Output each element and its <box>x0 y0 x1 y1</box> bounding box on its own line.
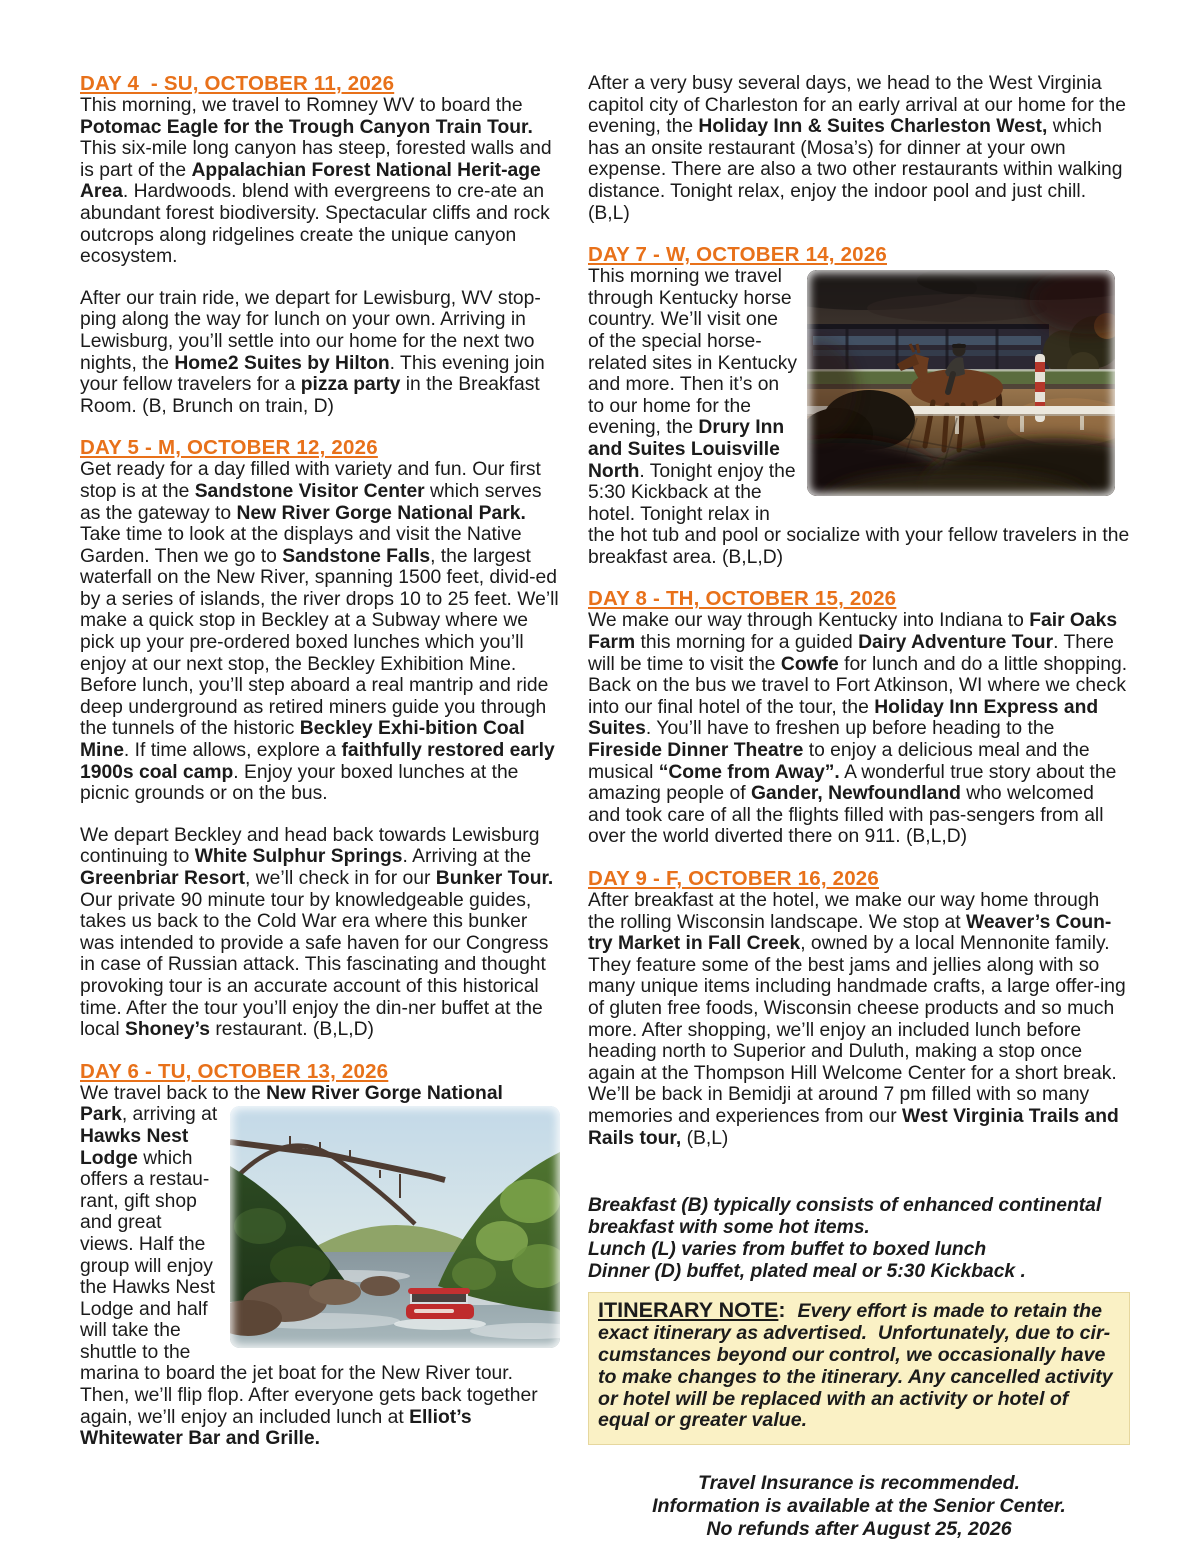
footer-note <box>588 1472 1130 1541</box>
text-run: Get ready for a day filled with variety and fun. Our first stop is at the <box>80 459 541 502</box>
day8-paragraph <box>588 610 1130 848</box>
day7-section <box>588 244 1130 568</box>
text-run: which has an onsite restaurant (Mosa’s) for dinner at your own expense. There are also a two other restaurants within walking distance. Tonight relax, enjoy the indoor pool and just chill. (B,L) <box>588 116 1123 224</box>
text-run: Dairy Adventure Tour <box>858 632 1054 654</box>
itinerary-note-separator: : <box>778 1298 798 1323</box>
text-run: A wonderful true story about the amazing people of <box>588 761 1117 805</box>
day9-heading: DAY 9 - F, OCTOBER 16, 2026 <box>588 867 880 890</box>
text-run: Take time to look at the displays and visit the Native Garden. Then we go to <box>80 524 522 567</box>
text-run: pizza party <box>300 374 401 396</box>
text-run: Greenbriar Resort <box>80 868 246 889</box>
text-run: Fair Oaks Farm <box>588 610 1118 654</box>
itinerary-note-label: ITINERARY NOTE <box>598 1298 779 1323</box>
itinerary-note-text: Every effort is made to retain the exact itinerary as advertised. Unfortunately, due to cir-cumstances beyond our control, we occasionally have to make changes to the itinerary. Any cancelled activity or hotel will be replaced with an activity or hotel of equal or greater value. <box>598 1300 1119 1432</box>
text-run: After our train ride, we depart for Lewisburg, WV stop-ping along the way for lunch on your own. Arriving in Lewisburg, you’ll settle into our home for the next two nights, the <box>80 287 541 374</box>
horse-photo-illustration <box>807 270 1115 496</box>
day8-heading: DAY 8 - TH, OCTOBER 15, 2026 <box>588 587 897 611</box>
text-run: “Come from Away”. <box>658 761 840 783</box>
itinerary-note-box <box>588 1292 1130 1445</box>
gorge-photo-illustration <box>230 1106 560 1348</box>
text-run: Weaver’s Coun-try Market in Fall Creek <box>588 911 1112 955</box>
text-run: Hawks Nest Lodge <box>80 1125 189 1169</box>
day4-section <box>80 73 565 417</box>
text-run: . This evening join your fellow travelers for a <box>80 352 545 396</box>
text-run: Bunker Tour. <box>435 868 554 889</box>
text-run: Cowfe <box>780 653 839 675</box>
text-run: . Tonight enjoy the 5:30 Kickback at the hotel. Tonight relax in the hot tub and pool or socialize with your fellow travelers in the breakfast area. (B,L,D) <box>588 460 1130 568</box>
right-column <box>588 73 1130 1541</box>
day6-heading: DAY 6 - TU, OCTOBER 13, 2026 <box>80 1059 389 1083</box>
day4-heading: DAY 4 - SU, OCTOBER 11, 2026 <box>80 72 395 95</box>
text-run: Shoney’s <box>125 1019 211 1041</box>
text-run: Drury Inn and Suites Louisville North <box>588 417 785 482</box>
text-run: , the largest waterfall on the New River, spanning 1500 feet, divid-ed by a series of islands, the river drops 10 to 25 feet. We’ll make a quick stop in Beckley at a Subway where we pick up your pre-ordered boxed lunches which you’ll enjoy at our next stop, the Beckley Exhibition Mine. Before lunch, you’ll step aboard a real mantrip and ride deep underground as retired miners guide you through the tunnels of the historic <box>80 545 559 740</box>
day7-body <box>588 266 1130 568</box>
text-run: Sandstone Falls <box>282 545 431 567</box>
text-run: . Hardwoods. blend with evergreens to cre-ate an abundant forest biodiversity. Spectacular cliffs and rock outcrops along ridgelines create the unique canyon ecosystem. <box>80 181 550 268</box>
no-refunds-line: No refunds after August 25, 2026 <box>706 1518 1012 1541</box>
day5-paragraph-2 <box>80 825 565 1041</box>
day5-heading: DAY 5 - M, OCTOBER 12, 2026 <box>80 436 378 460</box>
day8-section <box>588 588 1130 848</box>
text-run: , owned by a local Mennonite family. They feature some of the best jams and jellies along with so many unique items including handmade crafts, a large offer-ing of gluten free foods, Wisconsin cheese products and so much more. After shopping, we’ll enjoy an included lunch before heading north to Superior and Duluth, making a stop once again at the Thompson Hill Welcome Center for a short break. We’ll be back in Bemidji at around 7 pm filled with so many memories and experiences from our <box>588 933 1126 1127</box>
day5-section <box>80 437 565 1040</box>
left-column <box>80 73 565 1541</box>
text-run: We travel back to the <box>80 1082 267 1104</box>
text-run: which offers a restau-rant, gift shop and great views. Half the group will enjoy the Hawks Nest Lodge and half will take the shuttle to the marina to board the jet boat for the New River tour. Then, we’ll flip flop. After everyone gets back together again, we’ll enjoy an included lunch at <box>80 1147 538 1428</box>
text-run: Appalachian Forest National Herit-age Area <box>80 159 541 203</box>
breakfast-note: Breakfast (B) typically consists of enhanced continental breakfast with some hot items. <box>588 1195 1102 1238</box>
text-run: . Enjoy your boxed lunches at the picnic grounds or on the bus. <box>80 761 519 805</box>
day5-paragraph-1 <box>80 459 565 805</box>
charleston-paragraph <box>588 73 1130 224</box>
text-run: which serves as the gateway to <box>80 480 542 524</box>
text-run: Elliot’s Whitewater Bar and Grille. <box>80 1406 472 1450</box>
travel-insurance-line: Travel Insurance is recommended. <box>698 1472 1020 1495</box>
day4-paragraph-1 <box>80 95 565 268</box>
text-run: White Sulphur Springs <box>194 846 403 868</box>
text-run: West Virginia Trails and Rails tour, <box>588 1105 1119 1149</box>
day9-paragraph <box>588 890 1130 1149</box>
text-run: Holiday Inn Express and Suites <box>588 696 1099 740</box>
kentucky-horse-track-photo <box>807 270 1115 496</box>
day7-heading: DAY 7 - W, OCTOBER 14, 2026 <box>588 243 887 267</box>
lunch-note: Lunch (L) varies from buffet to boxed lunch <box>588 1238 987 1260</box>
text-run: New River Gorge National <box>266 1082 503 1104</box>
day6-intro-line <box>80 1083 565 1105</box>
text-run: . You’ll have to freshen up before heading to the <box>645 718 1055 740</box>
text-run: This morning we travel through Kentucky horse country. We’ll visit one of the special horse-related sites in Kentucky and more. Then it’s on to our home for the evening, the <box>588 266 797 439</box>
text-run: After breakfast at the hotel, we make our way home through the rolling Wisconsin landscape. We stop at <box>588 890 1100 933</box>
senior-center-line: Information is available at the Senior Center. <box>652 1495 1066 1518</box>
text-run: Fireside Dinner Theatre <box>588 740 804 762</box>
text-run: faithfully restored early 1900s coal camp <box>80 740 555 783</box>
text-run: this morning for a guided <box>635 632 859 654</box>
text-run: After a very busy several days, we head to the West Virginia capitol city of Charleston for an early arrival at our home for the evening, the <box>588 73 1126 138</box>
day6-body <box>80 1104 565 1450</box>
text-run: Sandstone Visitor Center <box>194 480 425 502</box>
text-run: , arriving at <box>121 1104 218 1126</box>
text-run: Potomac Eagle for the Trough Canyon Train Tour. <box>80 116 533 138</box>
text-run: Beckley Exhi-bition Coal Mine <box>80 718 525 762</box>
text-run: Park <box>80 1104 122 1126</box>
dinner-note: Dinner (D) buffet, plated meal or 5:30 Kickback . <box>588 1260 1026 1282</box>
text-run: to enjoy a delicious meal and the musical <box>588 740 1090 783</box>
text-run: who welcomed and took care of all the flights filled with pas-sengers from all over the world diverted there on 911. (B,L,D) <box>588 783 1104 848</box>
day4-paragraph-2 <box>80 288 565 418</box>
text-run: This six-mile long canyon has steep, forested walls and is part of the <box>80 138 552 181</box>
text-run: in the Breakfast Room. (B, Brunch on train, D) <box>80 374 540 417</box>
text-run: , we’ll check in for our <box>245 868 436 889</box>
text-run: Gander, Newfoundland <box>750 783 961 805</box>
day6-section <box>80 1061 565 1450</box>
text-run: . If time allows, explore a <box>123 740 342 762</box>
text-run: (B,L) <box>681 1127 729 1149</box>
text-run: Our private 90 minute tour by knowledgeable guides, takes us back to the Cold War era where this bunker was intended to provide a safe haven for our Congress in case of Russian attack. This fascinating and thought provoking tour is an accurate account of this historical time. After the tour you’ll enjoy the din-ner buffet at the local <box>80 889 549 1041</box>
meal-key-notes <box>588 1195 1130 1282</box>
text-run: restaurant. (B,L,D) <box>210 1019 374 1041</box>
day9-section <box>588 868 1130 1149</box>
text-run: . Arriving at the <box>402 846 532 868</box>
new-river-gorge-jet-boat-photo <box>230 1106 560 1348</box>
text-run: We make our way through Kentucky into Indiana to <box>588 610 1030 632</box>
text-run: . There will be time to visit the <box>588 632 1114 675</box>
text-run: for lunch and do a little shopping. Back on the bus we travel to Fort Atkinson, WI where we check into our final hotel of the tour, the <box>588 653 1128 718</box>
text-run: We depart Beckley and head back towards Lewisburg continuing to <box>80 824 540 868</box>
text-run: This morning, we travel to Romney WV to board the <box>80 95 523 116</box>
text-run: Home2 Suites by Hilton <box>174 352 390 374</box>
text-run: Holiday Inn & Suites Charleston West, <box>698 116 1048 138</box>
text-run: New River Gorge National Park. <box>236 502 526 524</box>
